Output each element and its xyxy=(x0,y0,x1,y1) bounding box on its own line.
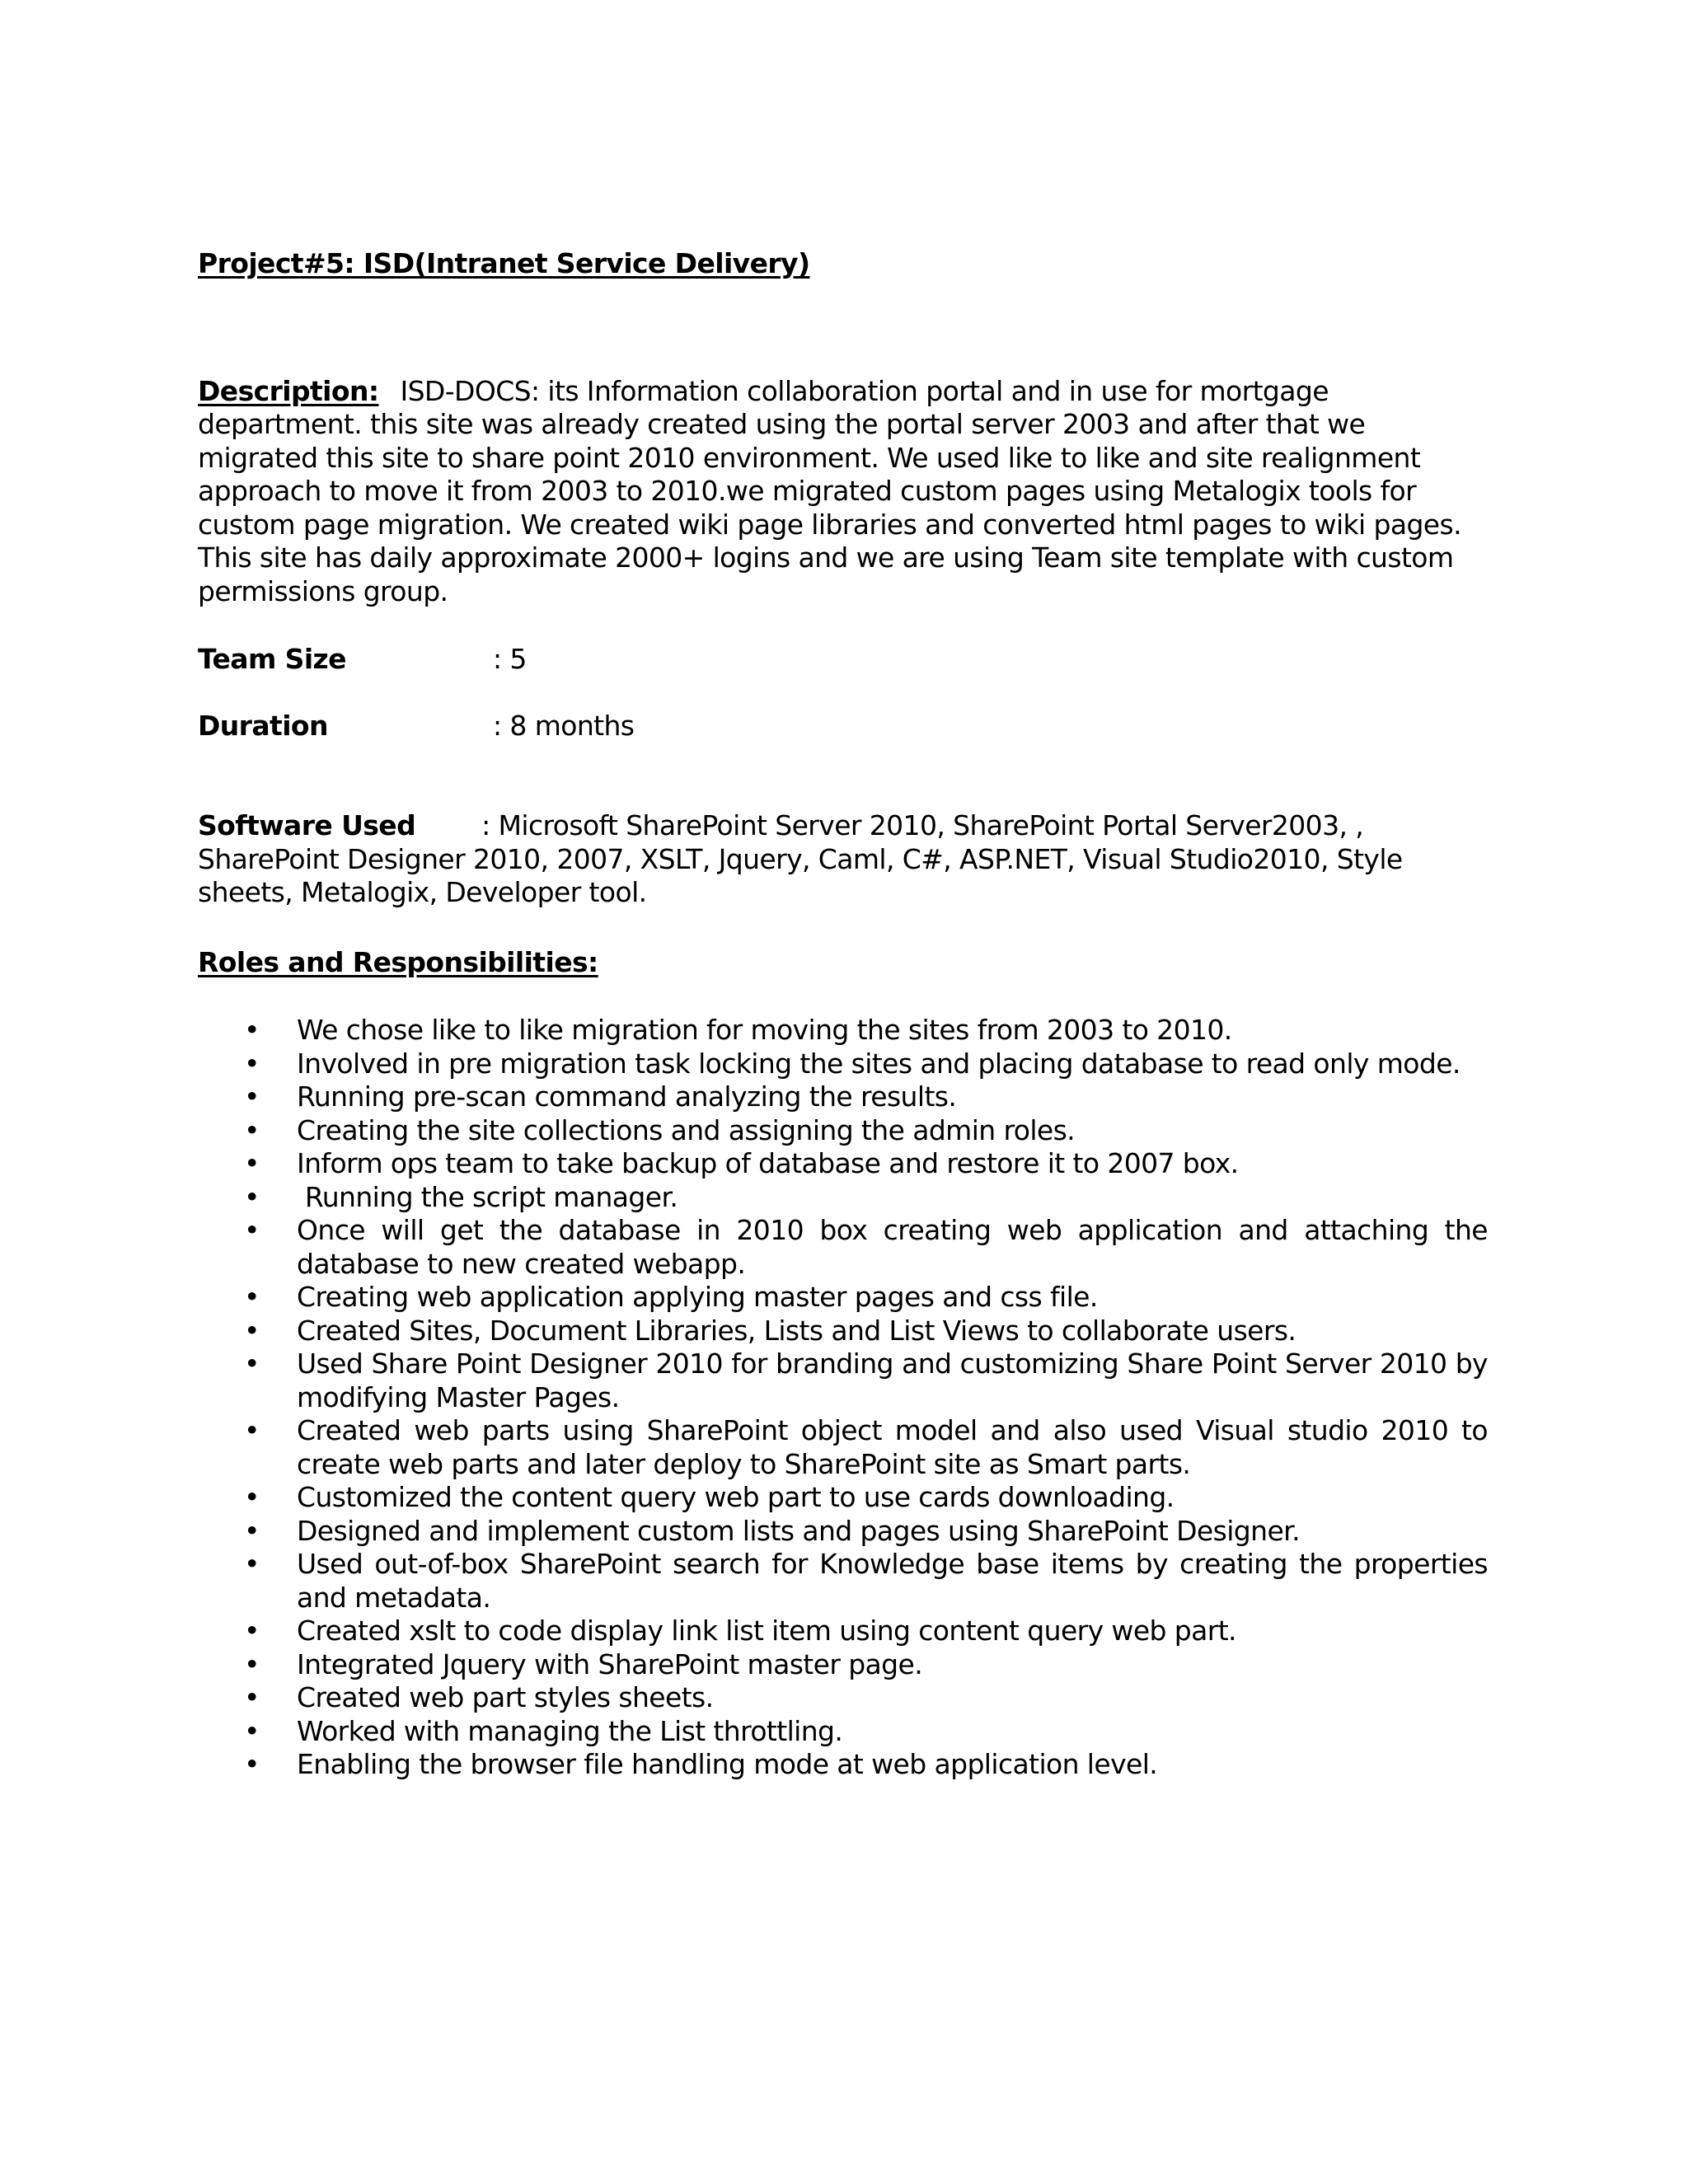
description-section xyxy=(198,375,1488,609)
list-item xyxy=(198,1615,1488,1648)
roles-heading: Roles and Responsibilities: xyxy=(198,945,598,978)
bullet-icon: • xyxy=(244,1748,260,1780)
list-item xyxy=(198,1715,1488,1749)
role-text: Inform ops team to take backup of database and restore it to 2007 box. xyxy=(297,1147,1239,1179)
role-text: Once will get the database in 2010 box creating web application and attaching the database to new created webapp. xyxy=(297,1214,1488,1280)
list-item xyxy=(198,1648,1488,1682)
bullet-icon: • xyxy=(244,1714,260,1747)
role-text: Created Sites, Document Libraries, Lists and List Views to collaborate users. xyxy=(297,1314,1296,1347)
team-size-label: Team Size xyxy=(198,643,346,675)
bullet-icon: • xyxy=(244,1080,260,1113)
role-text: Creating the site collections and assigning the admin roles. xyxy=(297,1113,1076,1146)
project-title: Project#5: ISD(Intranet Service Delivery) xyxy=(198,247,810,279)
bullet-icon: • xyxy=(244,1180,260,1213)
role-text: Created xslt to code display link list item using content query web part. xyxy=(297,1615,1236,1647)
bullet-icon: • xyxy=(244,1514,260,1547)
bullet-icon: • xyxy=(244,1014,260,1046)
list-item xyxy=(198,1347,1488,1414)
bullet-icon: • xyxy=(244,1615,260,1647)
list-item xyxy=(198,1481,1488,1515)
list-item xyxy=(198,1681,1488,1715)
bullet-icon: • xyxy=(244,1214,260,1246)
bullet-icon: • xyxy=(244,1347,260,1380)
list-item xyxy=(198,1515,1488,1549)
list-item xyxy=(198,1748,1488,1782)
role-text: We chose like to like migration for moving the sites from 2003 to 2010. xyxy=(297,1014,1232,1046)
list-item xyxy=(198,1281,1488,1315)
role-text: Designed and implement custom lists and pages using SharePoint Designer. xyxy=(297,1514,1300,1547)
bullet-icon: • xyxy=(244,1647,260,1680)
role-text: Creating web application applying master pages and css file. xyxy=(297,1281,1098,1313)
bullet-icon: • xyxy=(244,1314,260,1347)
list-item xyxy=(198,1114,1488,1148)
role-text: Involved in pre migration task locking the sites and placing database to read only mode. xyxy=(297,1047,1461,1080)
bullet-icon: • xyxy=(244,1281,260,1313)
list-item xyxy=(198,1315,1488,1348)
team-size-row xyxy=(198,643,1488,677)
role-text: Used out-of-box SharePoint search for Knowledge base items by creating the properties and metadata. xyxy=(297,1548,1488,1614)
role-text: Created web part styles sheets. xyxy=(297,1681,714,1713)
bullet-icon: • xyxy=(244,1548,260,1580)
role-text: Created web parts using SharePoint object model and also used Visual studio 2010 to create web parts and later deploy to SharePoint site as Smart parts. xyxy=(297,1414,1488,1480)
list-item xyxy=(198,1214,1488,1281)
duration-row xyxy=(198,710,1488,743)
roles-list xyxy=(198,1014,1488,1782)
role-text: Worked with managing the List throttling. xyxy=(297,1714,843,1747)
role-text: Used Share Point Designer 2010 for branding and customizing Share Point Server 2010 by modifying Master Pages. xyxy=(297,1347,1488,1413)
duration-label: Duration xyxy=(198,709,328,742)
duration-value: : 8 months xyxy=(493,709,635,742)
bullet-icon: • xyxy=(244,1481,260,1513)
bullet-icon: • xyxy=(244,1414,260,1446)
role-text: Customized the content query web part to use cards downloading. xyxy=(297,1481,1175,1513)
software-value: : Microsoft SharePoint Server 2010, SharePoint Portal Server2003, , SharePoint Designer 2010, 2007, XSLT, Jquery, Caml, C#, ASP.NET, Visual Studio2010, Style sheets, Metalogix, Developer tool. xyxy=(198,809,1403,908)
description-label: Description: xyxy=(198,374,379,407)
description-text: ISD-DOCS: its Information collaboration portal and in use for mortgage department. this site was already created using the portal server 2003 and after that we migrated this site to share point 2010 environment. We used like to like and site realignment approach to move it from 2003 to 2010.we migrated custom pages using Metalogix tools for custom page migration. We created wiki page libraries and converted html pages to wiki pages. This site has daily approximate 2000+ logins and we are using Team site template with custom permissions group. xyxy=(198,374,1461,607)
team-size-value: : 5 xyxy=(493,643,527,675)
role-text: Integrated Jquery with SharePoint master page. xyxy=(297,1647,923,1680)
list-item xyxy=(198,1414,1488,1481)
role-text: Running the script manager. xyxy=(304,1180,678,1213)
list-item xyxy=(198,1080,1488,1114)
role-text: Running pre-scan command analyzing the results. xyxy=(297,1080,957,1113)
list-item xyxy=(198,1181,1488,1215)
list-item xyxy=(198,1147,1488,1181)
list-item xyxy=(198,1047,1488,1081)
software-section xyxy=(198,809,1488,910)
bullet-icon: • xyxy=(244,1047,260,1080)
bullet-icon: • xyxy=(244,1681,260,1713)
role-text: Enabling the browser file handling mode at web application level. xyxy=(297,1748,1158,1780)
bullet-icon: • xyxy=(244,1147,260,1179)
bullet-icon: • xyxy=(244,1113,260,1146)
list-item xyxy=(198,1548,1488,1615)
resume-page xyxy=(198,247,1488,1782)
software-label: Software Used xyxy=(198,809,416,841)
list-item xyxy=(198,1014,1488,1047)
